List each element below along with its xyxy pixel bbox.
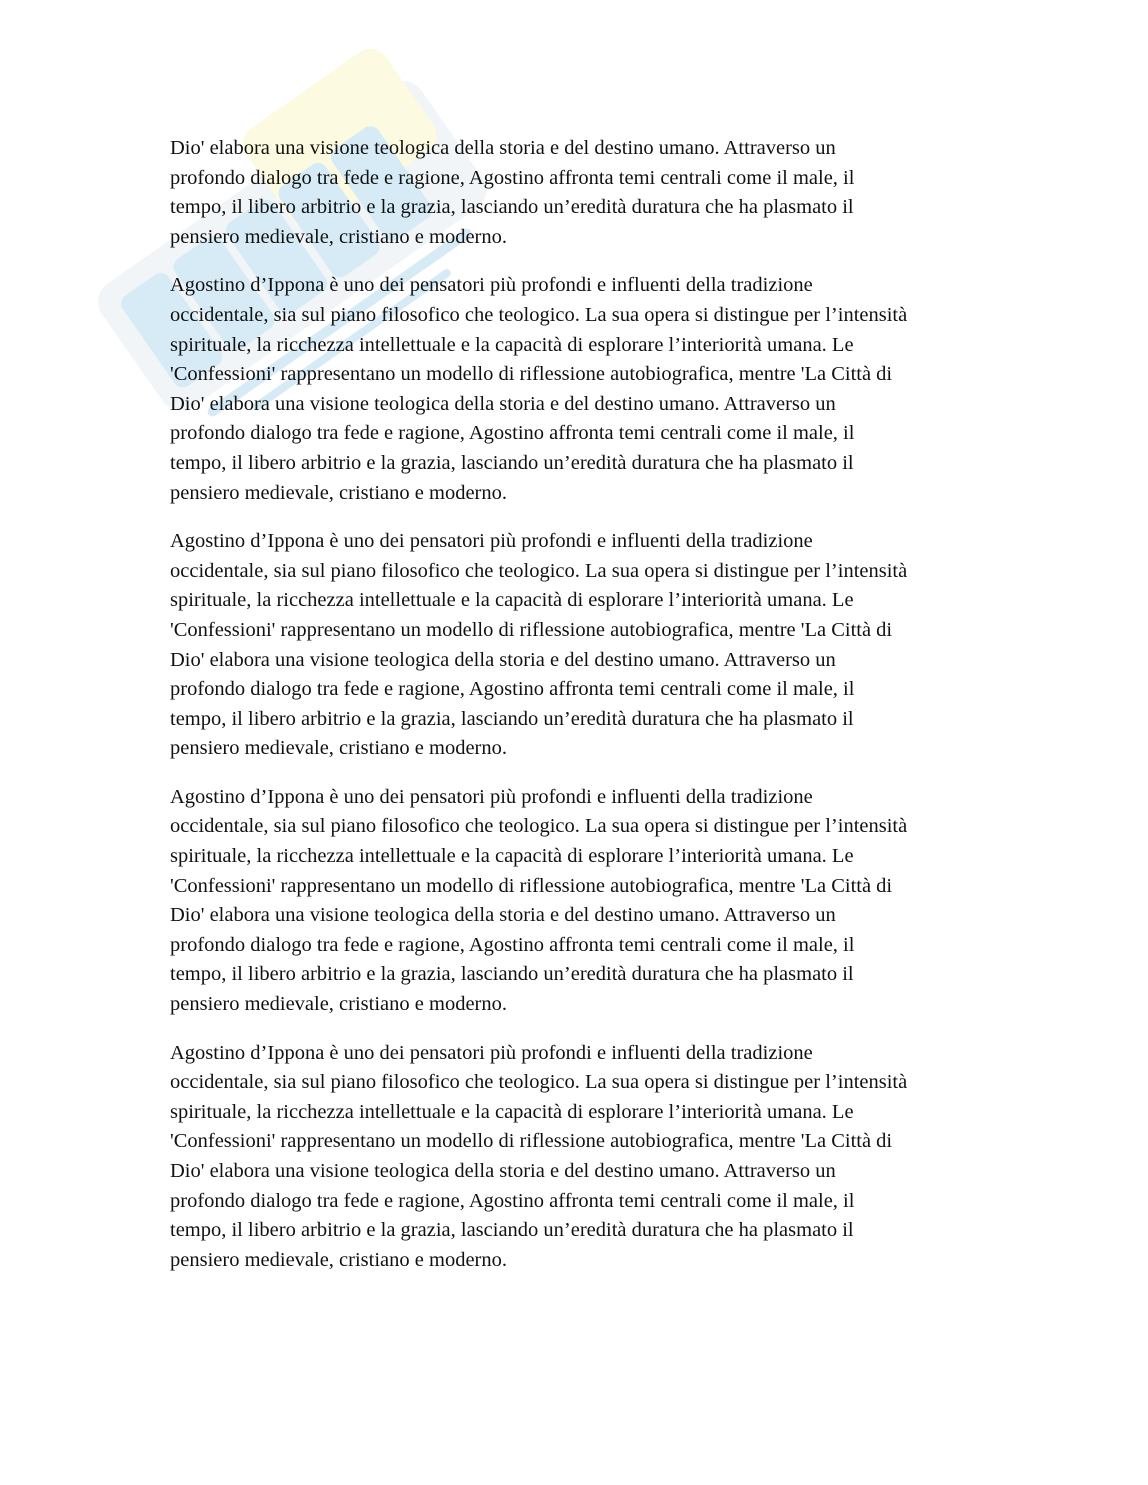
paragraph: [170, 271, 990, 508]
text-line: pensiero medievale, cristiano e moderno.: [170, 1248, 507, 1271]
text-line: 'Confessioni' rappresentano un modello di riflessione autobiografica, mentre 'La Città di: [170, 874, 893, 897]
text-line: pensiero medievale, cristiano e moderno.: [170, 225, 507, 248]
text-line: Dio' elabora una visione teologica della storia e del destino umano. Attraverso un: [170, 137, 836, 159]
text-line: profondo dialogo tra fede e ragione, Agostino affronta temi centrali come il male, il: [170, 166, 855, 189]
text-line: 'Confessioni' rappresentano un modello di riflessione autobiografica, mentre 'La Città di: [170, 363, 893, 386]
text-line: occidentale, sia sul piano filosofico che teologico. La sua opera si distingue per l’intensità: [170, 303, 908, 326]
text-line: tempo, il libero arbitrio e la grazia, lasciando un’eredità duratura che ha plasmato il: [170, 451, 854, 474]
text-line: tempo, il libero arbitrio e la grazia, lasciando un’eredità duratura che ha plasmato il: [170, 707, 854, 730]
text-line: tempo, il libero arbitrio e la grazia, lasciando un’eredità duratura che ha plasmato il: [170, 1219, 854, 1242]
paragraph: [170, 134, 990, 252]
text-line: pensiero medievale, cristiano e moderno.: [170, 737, 507, 760]
document-body: [170, 134, 990, 1294]
text-line: Agostino d’Ippona è uno dei pensatori più profondi e influenti della tradizione: [170, 785, 813, 808]
text-line: occidentale, sia sul piano filosofico che teologico. La sua opera si distingue per l’intensità: [170, 559, 908, 582]
text-line: occidentale, sia sul piano filosofico che teologico. La sua opera si distingue per l’intensità: [170, 815, 908, 838]
text-line: profondo dialogo tra fede e ragione, Agostino affronta temi centrali come il male, il: [170, 1189, 855, 1212]
text-line: 'Confessioni' rappresentano un modello di riflessione autobiografica, mentre 'La Città di: [170, 618, 893, 641]
text-line: profondo dialogo tra fede e ragione, Agostino affronta temi centrali come il male, il: [170, 422, 855, 445]
text-line: Agostino d’Ippona è uno dei pensatori più profondi e influenti della tradizione: [170, 1041, 813, 1064]
text-line: occidentale, sia sul piano filosofico che teologico. La sua opera si distingue per l’intensità: [170, 1071, 908, 1094]
text-line: Dio' elabora una visione teologica della storia e del destino umano. Attraverso un: [170, 392, 836, 415]
text-line: spirituale, la ricchezza intellettuale e la capacità di esplorare l’interiorità umana. Le: [170, 333, 854, 356]
text-line: Dio' elabora una visione teologica della storia e del destino umano. Attraverso un: [170, 904, 836, 927]
text-line: profondo dialogo tra fede e ragione, Agostino affronta temi centrali come il male, il: [170, 678, 855, 701]
text-line: spirituale, la ricchezza intellettuale e la capacità di esplorare l’interiorità umana. Le: [170, 589, 854, 612]
text-line: tempo, il libero arbitrio e la grazia, lasciando un’eredità duratura che ha plasmato il: [170, 963, 854, 986]
text-line: Agostino d’Ippona è uno dei pensatori più profondi e influenti della tradizione: [170, 530, 813, 553]
text-line: profondo dialogo tra fede e ragione, Agostino affronta temi centrali come il male, il: [170, 933, 855, 956]
paragraph: [170, 783, 990, 1020]
text-line: spirituale, la ricchezza intellettuale e la capacità di esplorare l’interiorità umana. Le: [170, 1100, 854, 1123]
text-line: pensiero medievale, cristiano e moderno.: [170, 993, 507, 1016]
text-line: tempo, il libero arbitrio e la grazia, lasciando un’eredità duratura che ha plasmato il: [170, 196, 854, 219]
text-line: 'Confessioni' rappresentano un modello di riflessione autobiografica, mentre 'La Città di: [170, 1130, 893, 1153]
text-line: Dio' elabora una visione teologica della storia e del destino umano. Attraverso un: [170, 1160, 836, 1182]
text-line: Agostino d’Ippona è uno dei pensatori più profondi e influenti della tradizione: [170, 274, 813, 297]
text-line: Dio' elabora una visione teologica della storia e del destino umano. Attraverso un: [170, 648, 836, 671]
paragraph: [170, 527, 990, 764]
text-line: spirituale, la ricchezza intellettuale e la capacità di esplorare l’interiorità umana. Le: [170, 845, 854, 868]
paragraph: [170, 1039, 990, 1276]
text-line: pensiero medievale, cristiano e moderno.: [170, 481, 507, 504]
